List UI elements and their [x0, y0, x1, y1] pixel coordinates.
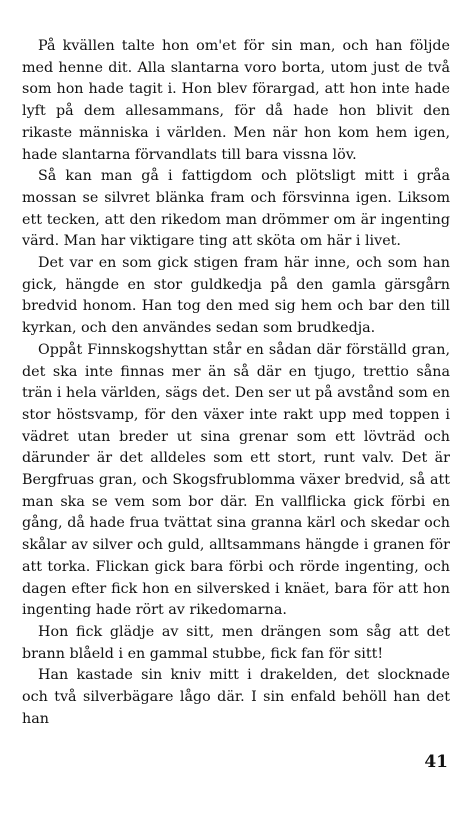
page-number: 41: [424, 752, 448, 772]
paragraph-1: På kvällen talte hon om'et för sin man, och han följde med henne dit. Alla slantarna voro borta, utom just de två som hon hade tagit i. Hon blev förargad, att hon inte hade lyft på dem allesammans, för då hade hon blivit den rikaste människa i världen. Men när hon kom hem igen, hade slantarna förvandlats till bara vissna löv.: [22, 38, 450, 163]
paragraph-5: Hon fick glädje av sitt, men drängen som såg att det brann blåeld i en gammal stubbe, fick fan för sitt!: [22, 623, 450, 662]
paragraph-2: Så kan man gå i fattigdom och plötsligt mitt i gråa mossan se silvret blänka fram och försvinna igen. Liksom ett tecken, att den rikedom man drömmer om är ingenting värd. Man har viktigare ting att sköta om här i livet.: [22, 168, 450, 250]
paragraph-6: Han kastade sin kniv mitt i drakelden, det slocknade och två silverbägare lågo där. I sin enfald behöll han det han: [22, 667, 450, 727]
paragraph-3: Det var en som gick stigen fram här inne, och som han gick, hängde en stor guldkedja på den gamla gärsgårn bredvid honom. Han tog den med sig hem och bar den till kyrkan, och den användes sedan som brudkedja.: [22, 255, 450, 337]
paragraph-4: Oppåt Finnskogshyttan står en sådan där förställd gran, det ska inte finnas mer än så där en tjugo, trettio såna trän i hela världen, sägs det. Den ser ut på avstånd som en stor höstsvamp, för den växer inte rakt upp med toppen i vädret utan breder ut sina grenar som ett lövträd och därunder är det alldeles som ett stort, runt valv. Det är Bergfruas gran, och Skogsfrublomma växer bredvid, så att man ska se vem som bor där. En vallflicka gick förbi en gång, då hade frua tvättat sina granna kärl och skedar och skålar av silver och guld, alltsammans hängde i granen för att torka. Flickan gick bara förbi och rörde ingenting, och dagen efter fick hon en silversked i knäet, bara för att hon ingenting hade rört av rikedomarna.: [22, 341, 450, 619]
